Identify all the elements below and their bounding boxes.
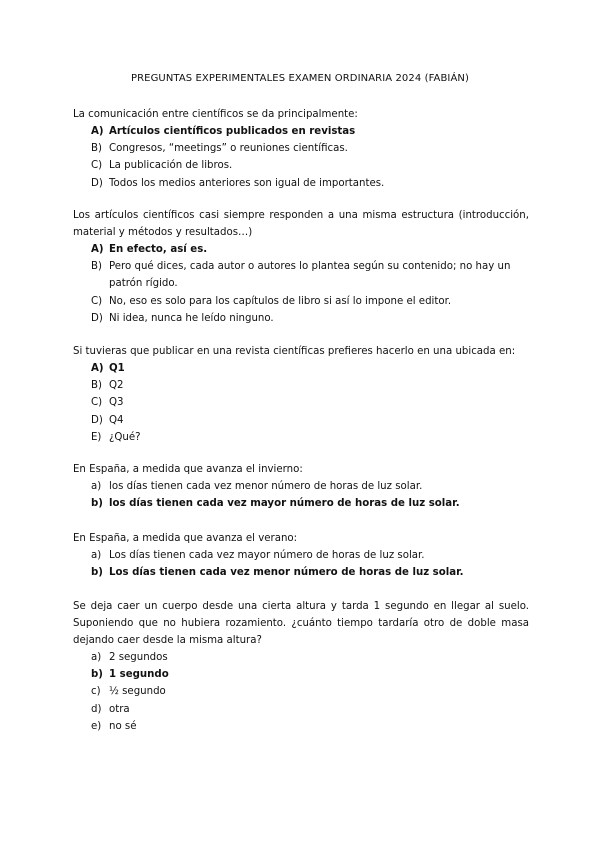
option-marker: b) (91, 498, 103, 510)
option-text: Q2 (109, 380, 124, 392)
question-3 (73, 343, 529, 446)
option-text: Ni idea, nunca he leído ninguno. (109, 312, 274, 324)
option (73, 495, 529, 512)
option-marker: D) (91, 312, 103, 324)
option-list (73, 649, 529, 735)
option (73, 293, 529, 310)
option (73, 123, 529, 140)
option-text: No, eso es solo para los capítulos de libro si así lo impone el editor. (109, 295, 452, 307)
option-marker: E) (91, 431, 102, 443)
option (73, 649, 529, 666)
option (73, 360, 529, 377)
option (73, 394, 529, 411)
option-marker: B) (91, 380, 102, 392)
question-2 (73, 207, 529, 327)
option-text: Artículos científicos publicados en revistas (109, 126, 356, 137)
question-stem: La comunicación entre científicos se da principalmente: (73, 109, 358, 120)
question-stem: Se deja caer un cuerpo desde una cierta altura y tarda 1 segundo en llegar al suelo. Suponiendo que no hubiera rozamiento. ¿cuánto tiempo tardaría otro de doble masa dejando caer desde la misma altura? (73, 601, 529, 646)
option-marker: B) (91, 261, 102, 273)
option (73, 412, 529, 429)
option-marker: C) (91, 160, 103, 172)
option-list (73, 241, 529, 327)
option-text: ½ segundo (109, 686, 166, 698)
question-1 (73, 106, 529, 192)
option-text: Q3 (109, 397, 124, 409)
option-marker: a) (91, 652, 102, 663)
question-4 (73, 461, 529, 512)
option-text: 2 segundos (109, 652, 168, 663)
option-marker: A) (91, 244, 104, 255)
option-text: ¿Qué? (109, 431, 141, 443)
question-stem: Si tuvieras que publicar en una revista científicas prefieres hacerlo en una ubicada en: (73, 346, 516, 357)
option (73, 683, 529, 700)
option (73, 478, 529, 495)
option-text: no sé (109, 720, 137, 732)
option-marker: b) (91, 669, 103, 681)
option-text: otra (109, 703, 130, 715)
option-marker: a) (91, 550, 102, 561)
option-marker: A) (91, 126, 104, 137)
option-text: Q1 (109, 363, 125, 374)
option-text: En efecto, así es. (109, 244, 208, 255)
option (73, 241, 529, 258)
option (73, 701, 529, 718)
question-5 (73, 530, 529, 581)
option-list (73, 478, 529, 512)
option (73, 547, 529, 564)
option-marker: e) (91, 720, 102, 732)
option-marker: B) (91, 143, 102, 155)
option (73, 718, 529, 735)
option-text: Todos los medios anteriores son igual de importantes. (109, 177, 385, 189)
option (73, 377, 529, 394)
option-list (73, 547, 529, 581)
option-marker: C) (91, 397, 103, 409)
option (73, 157, 529, 174)
option-text: los días tienen cada vez mayor número de horas de luz solar. (109, 498, 460, 510)
option-text: 1 segundo (109, 669, 169, 681)
question-6 (73, 598, 529, 735)
option (73, 429, 529, 446)
option-text: Pero qué dices, cada autor o autores lo plantea según su contenido; no hay un patrón rígido. (109, 261, 511, 290)
option (73, 140, 529, 157)
option-list (73, 123, 529, 192)
option (73, 258, 529, 292)
option-text: Los días tienen cada vez mayor número de horas de luz solar. (109, 550, 425, 561)
question-stem: En España, a medida que avanza el invierno: (73, 464, 303, 475)
option-marker: b) (91, 567, 103, 579)
option-list (73, 360, 529, 446)
option (73, 175, 529, 192)
option (73, 666, 529, 683)
option-marker: C) (91, 295, 103, 307)
option-marker: A) (91, 363, 104, 374)
option-text: La publicación de libros. (109, 160, 233, 172)
option (73, 564, 529, 581)
option-marker: D) (91, 414, 103, 426)
option (73, 310, 529, 327)
option-text: Los días tienen cada vez menor número de horas de luz solar. (109, 567, 464, 579)
question-stem: Los artículos científicos casi siempre responden a una misma estructura (introducción, material y métodos y resultados…) (73, 210, 529, 238)
option-marker: a) (91, 481, 102, 492)
option-text: Q4 (109, 414, 124, 426)
option-marker: D) (91, 177, 103, 189)
page-title: PREGUNTAS EXPERIMENTALES EXAMEN ORDINARIA 2024 (FABIÁN) (130, 73, 470, 84)
question-stem: En España, a medida que avanza el verano: (73, 533, 298, 544)
option-text: los días tienen cada vez menor número de horas de luz solar. (109, 481, 423, 492)
option-marker: c) (91, 686, 101, 698)
option-text: Congresos, “meetings” o reuniones científicas. (109, 143, 348, 155)
option-marker: d) (91, 703, 102, 715)
